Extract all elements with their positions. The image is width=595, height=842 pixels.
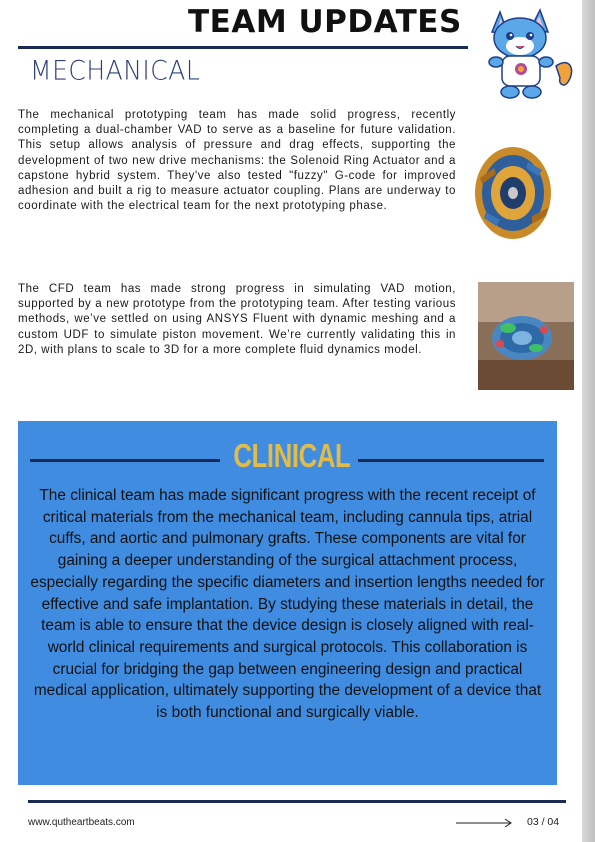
page-edge-strip [582, 0, 595, 842]
header-divider [18, 46, 468, 49]
clinical-section [18, 421, 557, 785]
cfd-prototype-image [478, 282, 574, 390]
mechanical-paragraph-1: The mechanical prototyping team has made solid progress, recently completing a dual-chamber VAD to serve as a baseline for future validation. This setup allows analysis of pressure and drag effects, supporting the development of two new drive mechanisms: the Solenoid Ring Actuator and a capstone hybrid system. They've also tested "fuzzy" G-code for improved adhesion and built a rig to measure actuator coupling. Plans are underway to coordinate with the electrical team for the next prototyping phase. [18, 109, 456, 213]
actuator-render-image [470, 138, 556, 248]
clinical-divider-right [358, 459, 544, 462]
mascot-image [478, 4, 578, 104]
page-title: TEAM UPDATES [188, 4, 462, 40]
clinical-paragraph: The clinical team has made significant progress with the recent receipt of critical materials from the mechanical team, including cannula tips, atrial cuffs, and aortic and pulmonary grafts. These components are vital for gaining a deeper understanding of the surgical attachment process, especially regarding the specific diameters and insertion lengths needed for effective and safe implantation. By studying these materials in detail, the team is able to ensure that the device design is closely aligned with real-world clinical requirements and surgical protocols. This collaboration is crucial for bridging the gap between engineering design and practical medical application, ultimately supporting the development of a device that is both functional and surgically viable. [30, 487, 545, 722]
footer-website-link[interactable]: www.qutheartbeats.com [28, 817, 135, 828]
mechanical-paragraph-2: The CFD team has made strong progress in simulating VAD motion, supported by a new prototype from the prototyping team. After testing various methods, we’ve settled on using ANSYS Fluent with dynamic meshing and a custom UDF to simulate piston movement. We’re currently validating this in 2D, with plans to scale to 3D for a more complete fluid dynamics model. [18, 283, 456, 356]
clinical-section-title: CLINICAL [233, 437, 351, 474]
mechanical-section-title: MECHANICAL [30, 55, 201, 86]
clinical-divider-left [30, 459, 220, 462]
page-number: 03 / 04 [527, 816, 560, 828]
arrow-right-icon [456, 818, 514, 828]
footer-divider [28, 800, 566, 803]
